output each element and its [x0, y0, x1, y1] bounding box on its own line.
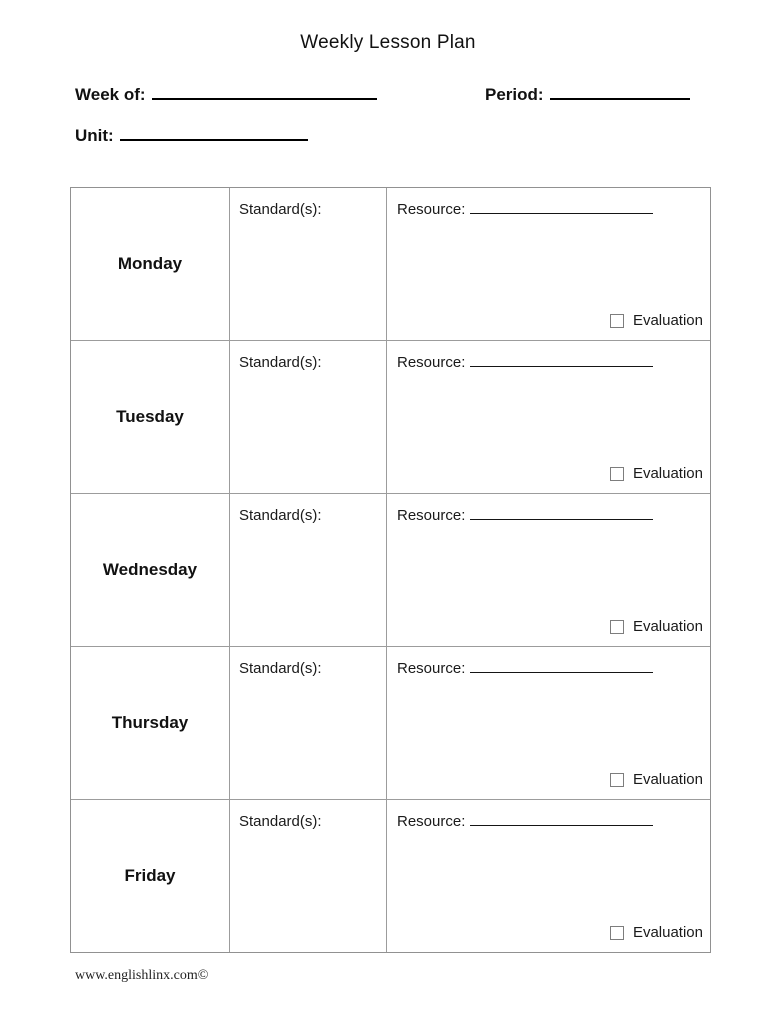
resource-cell: [387, 341, 710, 493]
evaluation-label: Evaluation: [632, 465, 703, 482]
evaluation-label: Evaluation: [632, 924, 703, 941]
table-row-tuesday: [71, 341, 710, 494]
table-row-wednesday: [71, 494, 710, 647]
day-cell-tuesday: Tuesday: [71, 341, 230, 493]
standard-cell: Standard(s):: [230, 341, 387, 493]
resource-blank-line[interactable]: [470, 355, 653, 367]
week-of-blank-line[interactable]: [152, 85, 377, 100]
week-of-field: [75, 85, 377, 105]
unit-label: Unit:: [75, 126, 114, 145]
table-row-monday: [71, 188, 710, 341]
resource-label: Resource:: [397, 813, 466, 830]
table-row-friday: [71, 800, 710, 952]
table-row-thursday: [71, 647, 710, 800]
resource-blank-line[interactable]: [470, 202, 653, 214]
standard-cell: Standard(s):: [230, 647, 387, 799]
resource-blank-line[interactable]: [470, 814, 653, 826]
standard-cell: Standard(s):: [230, 188, 387, 340]
evaluation-label: Evaluation: [632, 618, 703, 635]
resource-label: Resource:: [397, 201, 466, 218]
resource-label: Resource:: [397, 507, 466, 524]
unit-field: [75, 126, 308, 146]
evaluation-checkbox[interactable]: [610, 926, 624, 940]
page-title: Weekly Lesson Plan: [300, 32, 476, 53]
resource-label: Resource:: [397, 354, 466, 371]
evaluation-label: Evaluation: [632, 312, 703, 329]
resource-cell: [387, 494, 710, 646]
resource-blank-line[interactable]: [470, 508, 653, 520]
resource-blank-line[interactable]: [470, 661, 653, 673]
day-cell-monday: Monday: [71, 188, 230, 340]
resource-cell: [387, 188, 710, 340]
footer-website-text: www.englishlinx.com©: [75, 968, 209, 983]
resource-cell: [387, 647, 710, 799]
period-label: Period:: [485, 85, 544, 104]
day-cell-friday: Friday: [71, 800, 230, 952]
lesson-plan-table: [70, 187, 711, 953]
evaluation-label: Evaluation: [632, 771, 703, 788]
evaluation-checkbox[interactable]: [610, 773, 624, 787]
resource-cell: [387, 800, 710, 952]
period-blank-line[interactable]: [550, 85, 690, 100]
resource-label: Resource:: [397, 660, 466, 677]
unit-blank-line[interactable]: [120, 126, 308, 141]
period-field: [485, 85, 690, 105]
standard-cell: Standard(s):: [230, 494, 387, 646]
day-cell-wednesday: Wednesday: [71, 494, 230, 646]
day-cell-thursday: Thursday: [71, 647, 230, 799]
evaluation-checkbox[interactable]: [610, 467, 624, 481]
week-of-label: Week of:: [75, 85, 146, 104]
evaluation-checkbox[interactable]: [610, 314, 624, 328]
evaluation-checkbox[interactable]: [610, 620, 624, 634]
standard-cell: Standard(s):: [230, 800, 387, 952]
